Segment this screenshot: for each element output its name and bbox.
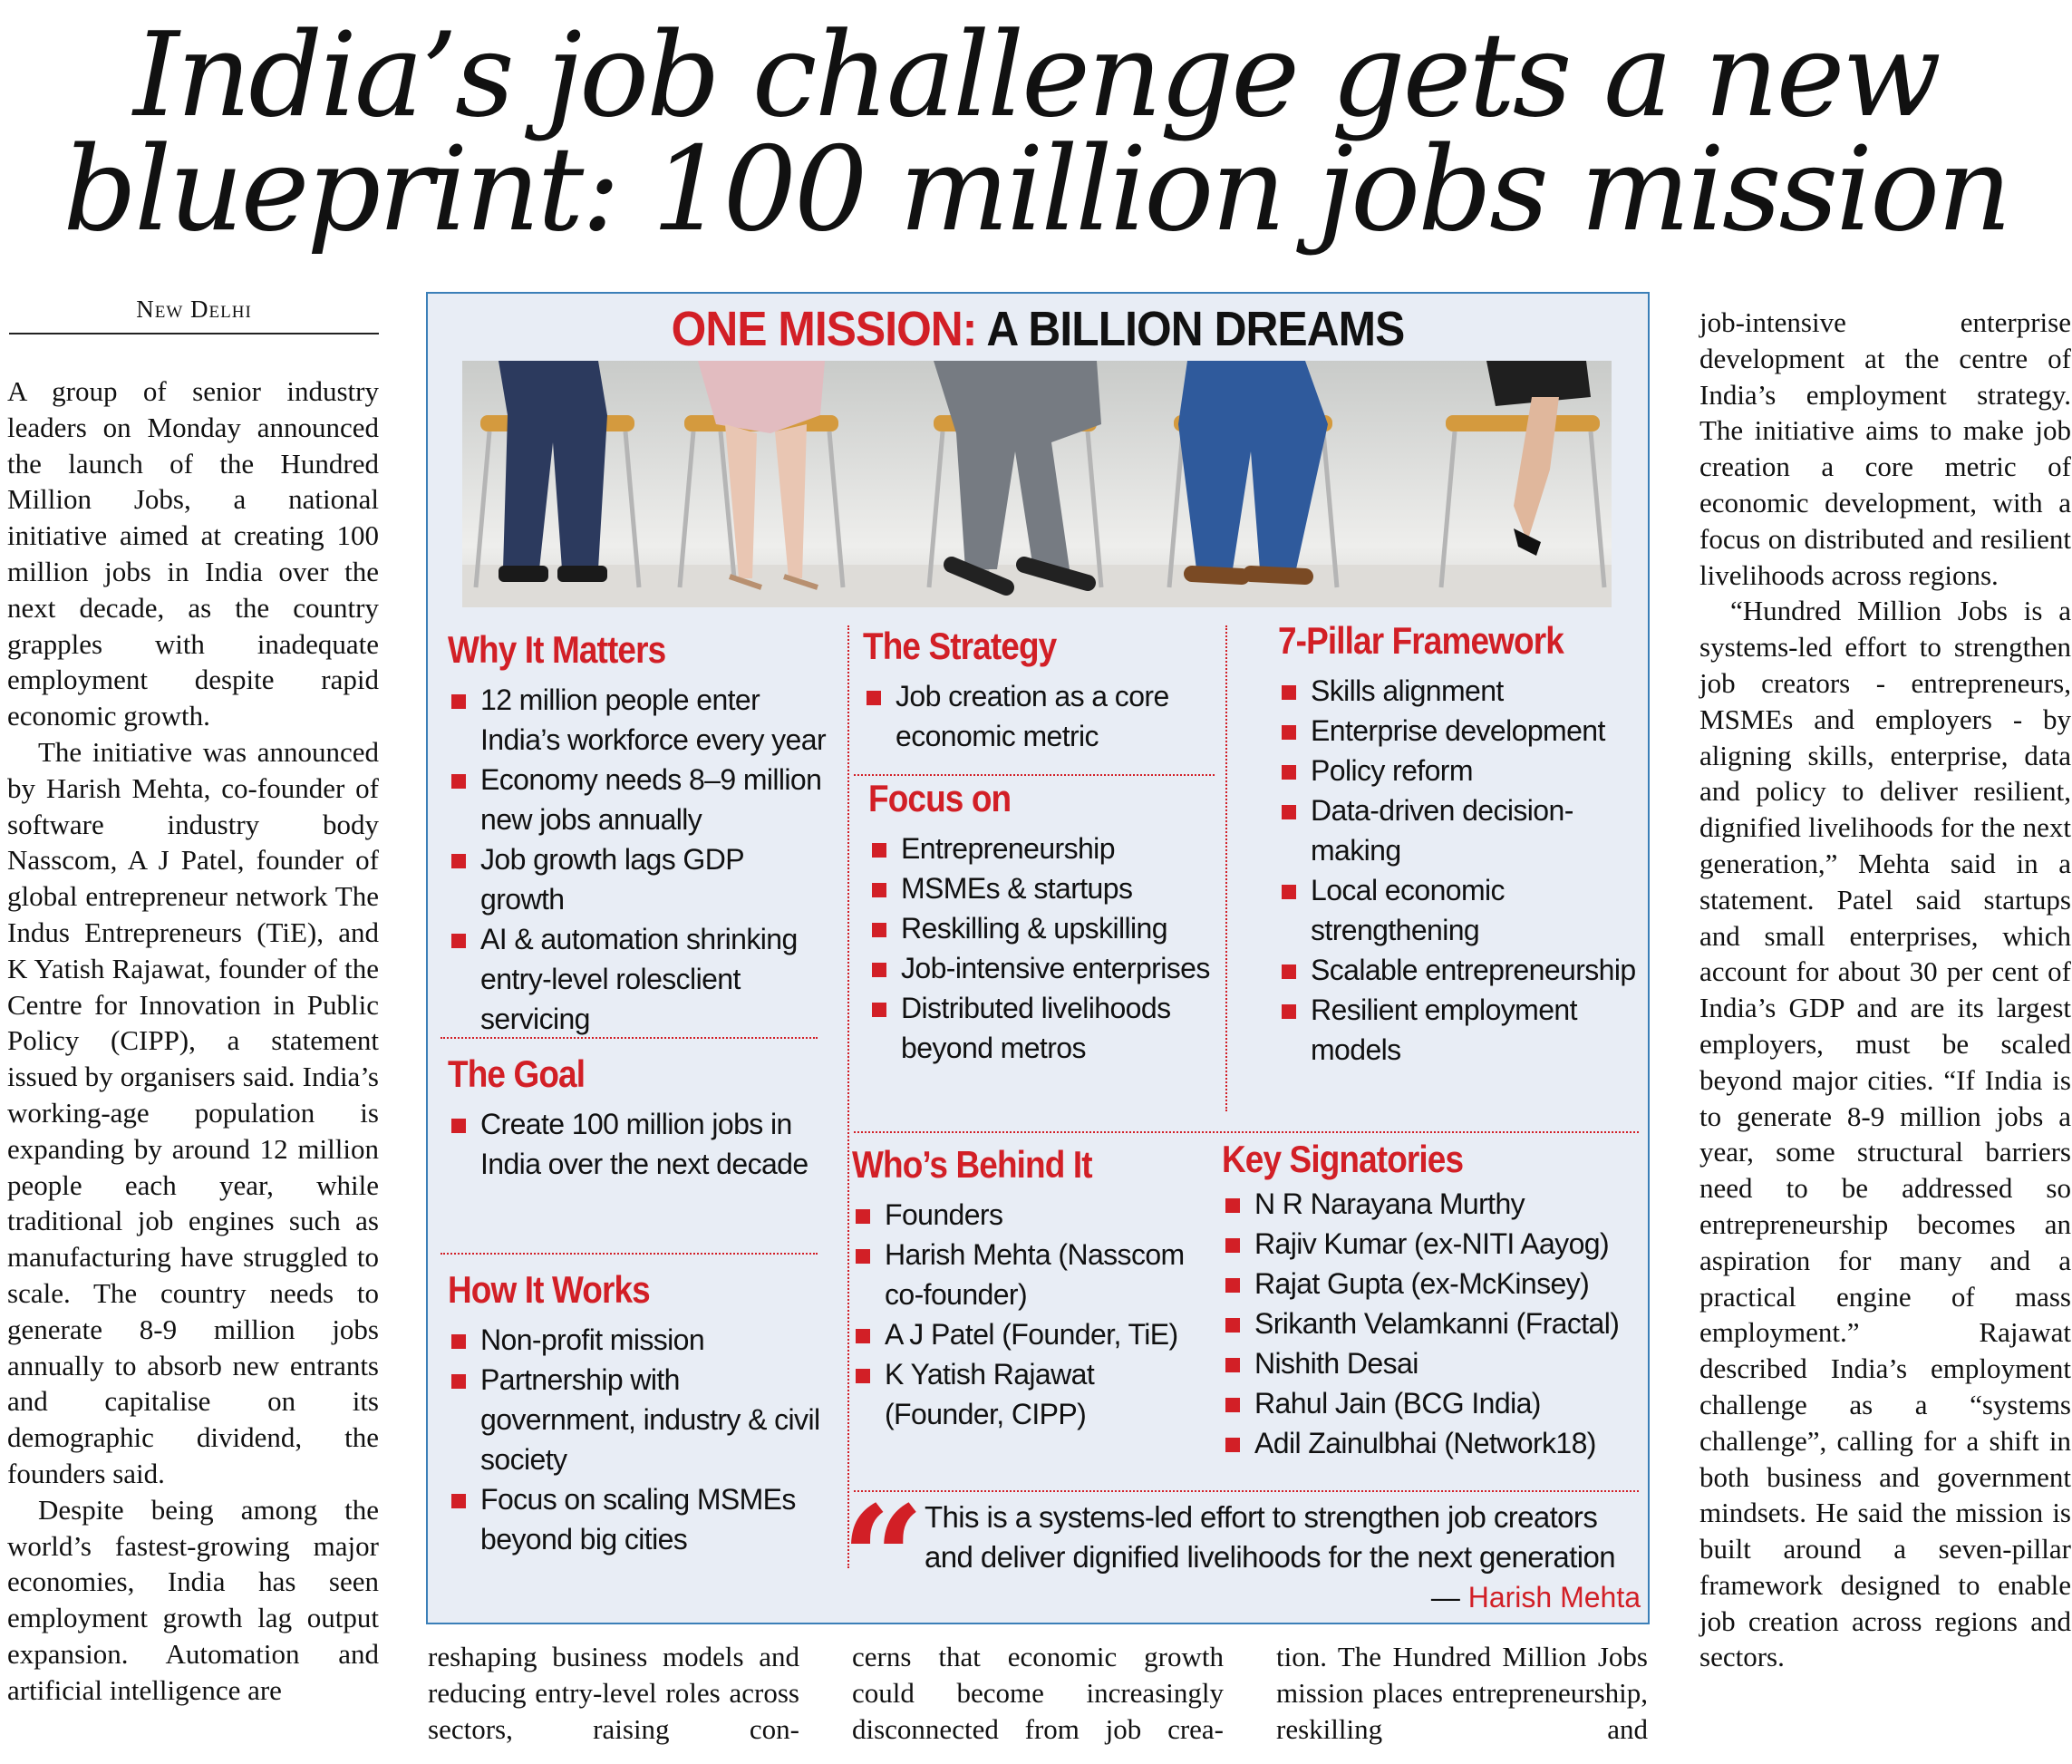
article-column-1 <box>7 373 379 1708</box>
section-divider <box>854 1131 1639 1133</box>
list-item: Rajat Gupta (ex-McKinsey) <box>1222 1264 1639 1304</box>
list-item: Create 100 million jobs in India over the next decade <box>448 1104 828 1184</box>
seated-people-illustration <box>462 361 1612 607</box>
pull-quote <box>925 1497 1641 1614</box>
list-item: Enterprise development <box>1278 711 1641 751</box>
list-item: Local economic strengthening <box>1278 870 1641 950</box>
section-divider <box>441 1253 818 1255</box>
section-heading: Why It Matters <box>448 628 666 671</box>
section-heading: The Strategy <box>863 625 1057 667</box>
dateline: New Delhi <box>9 296 379 334</box>
list-item: Distributed livelihoods beyond metros <box>868 988 1213 1068</box>
quote-text: This is a systems-led effort to strengthen job creators and deliver dignified livelihoods for the next generation <box>925 1500 1615 1574</box>
quote-attribution <box>925 1581 1641 1614</box>
focus-on-section <box>868 776 1213 1068</box>
list-item: Rajiv Kumar (ex-NITI Aayog) <box>1222 1224 1639 1264</box>
list-item: Job creation as a core economic metric <box>863 676 1207 756</box>
why-it-matters-section <box>448 627 828 1039</box>
headline-line-2: blueprint: 100 million jobs mission <box>63 122 2009 257</box>
section-heading: 7-Pillar Framework <box>1278 619 1564 662</box>
how-it-works-section <box>448 1267 828 1559</box>
list-item: Reskilling & upskilling <box>868 908 1213 948</box>
list-item: Policy reform <box>1278 751 1641 790</box>
list-item: 12 million people enter India’s workforce every year <box>448 680 828 760</box>
list-item: Non-profit mission <box>448 1320 828 1360</box>
list-item: Entrepreneurship <box>868 829 1213 868</box>
infobox-title-black: A BILLION DREAMS <box>986 302 1405 356</box>
infobox-title <box>477 301 1599 357</box>
infobox-title-red: ONE MISSION: <box>671 302 977 356</box>
list-item: Resilient employment models <box>1278 990 1641 1070</box>
headline-line-1: India’s job challenge gets a new <box>133 8 1939 143</box>
article-paragraph: “Hundred Million Jobs is a systems-led effort to strengthen job creators - entrepreneurs, MSMEs and employers - by aligning skills, enterprise, data and policy to deliver resilient, dignified livelihoods for the next generation,” Mehta said in a statement. Patel said startups and small enterprises, which account for about 30 per cent of India’s GDP and are its largest employers, must be scaled beyond major cities. “If India is to generate 8-9 million jobs a year, some structural barriers need to be addressed so entrepreneurship becomes an aspiration for many and a practical engine of mass employment.” Rajawat described India’s employment challenge as a “systems challenge”, calling for a shift in both business and government mindsets. He said the mission is built around a seven-pillar framework designed to enable job creation across regions and sectors. <box>1699 595 2071 1673</box>
article-paragraph: A group of senior industry leaders on Monday announced the launch of the Hundred Million Jobs, a national initiative aimed at creating 100 million jobs in India over the next decade, as the country grapples with inadequate employment despite rapid economic growth. <box>7 375 379 732</box>
article-paragraph: Despite being among the world’s fastest-growing major economies, India has seen employment growth lag output expansion. Automation and artificial intelligence are <box>7 1493 379 1706</box>
list-item: Founders <box>852 1195 1196 1235</box>
list-item: Job growth lags GDP growth <box>448 839 828 919</box>
article-column-4 <box>1699 305 2071 1675</box>
list-item: K Yatish Rajawat (Founder, CIPP) <box>852 1354 1196 1434</box>
list-item: Data-driven decision-making <box>1278 790 1641 870</box>
list-item: Scalable entrepreneurship <box>1278 950 1641 990</box>
quote-author: Harish Mehta <box>1467 1581 1641 1614</box>
section-heading: Who’s Behind It <box>852 1143 1092 1186</box>
list-item: Skills alignment <box>1278 671 1641 711</box>
list-item: Adil Zainulbhai (Network18) <box>1222 1423 1639 1463</box>
article-bottom-column-1: reshaping business models and reducing entry-level roles across sectors, raising con- <box>428 1641 799 1745</box>
section-heading: The Goal <box>448 1052 586 1095</box>
chairs-photo <box>462 361 1612 607</box>
the-goal-section <box>448 1052 828 1184</box>
list-item: N R Narayana Murthy <box>1222 1184 1639 1224</box>
section-heading: How It Works <box>448 1268 650 1311</box>
list-item: A J Patel (Founder, TiE) <box>852 1314 1196 1354</box>
list-item: Focus on scaling MSMEs beyond big cities <box>448 1479 828 1559</box>
quote-dash: — <box>1430 1581 1468 1614</box>
list-item: AI & automation shrinking entry-level rolesclient servicing <box>448 919 828 1039</box>
the-strategy-section <box>863 624 1207 756</box>
list-item: Partnership with government, industry & civil society <box>448 1360 828 1479</box>
list-item: Nishith Desai <box>1222 1343 1639 1383</box>
list-item: Job-intensive enterprises <box>868 948 1213 988</box>
article-bottom-column-2: cerns that economic growth could become increasingly disconnected from job crea- <box>852 1641 1224 1745</box>
list-item: Harish Mehta (Nasscom co-founder) <box>852 1235 1196 1314</box>
key-signatories-section <box>1222 1137 1639 1463</box>
quote-mark-icon: “ <box>841 1474 925 1644</box>
section-heading: Focus on <box>868 777 1012 819</box>
article-paragraph: job-intensive enterprise development at the centre of India’s employment strategy. The initiative aims to make job creation a core metric of economic development, with a focus on distributed and resilient livelihoods across regions. <box>1699 306 2071 591</box>
section-heading: Key Signatories <box>1222 1138 1464 1180</box>
column-divider <box>847 625 849 1568</box>
seven-pillar-framework-section <box>1278 618 1641 1070</box>
list-item: Economy needs 8–9 million new jobs annually <box>448 760 828 839</box>
list-item: Srikanth Velamkanni (Fractal) <box>1222 1304 1639 1343</box>
list-item: Rahul Jain (BCG India) <box>1222 1383 1639 1423</box>
article-paragraph: The initiative was announced by Harish Mehta, co-founder of software industry body Nasscom, A J Patel, founder of global entrepreneur network The Indus Entrepreneurs (TiE), and K Yatish Rajawat, founder of the Centre for Innovation in Public Policy (CIPP), a statement issued by organisers said. India’s working-age population is expanding by around 12 million people each year, while traditional job engines such as manufacturing have struggled to scale. The country needs to generate 8-9 million jobs annually to absorb new entrants and capitalise on its demographic dividend, the founders said. <box>7 735 379 1489</box>
section-divider <box>854 1490 1639 1492</box>
whos-behind-it-section <box>852 1142 1196 1434</box>
list-item: MSMEs & startups <box>868 868 1213 908</box>
column-divider <box>1225 625 1227 1111</box>
article-bottom-column-3: tion. The Hundred Million Jobs mission places entrepreneurship, reskilling and <box>1276 1641 1648 1745</box>
